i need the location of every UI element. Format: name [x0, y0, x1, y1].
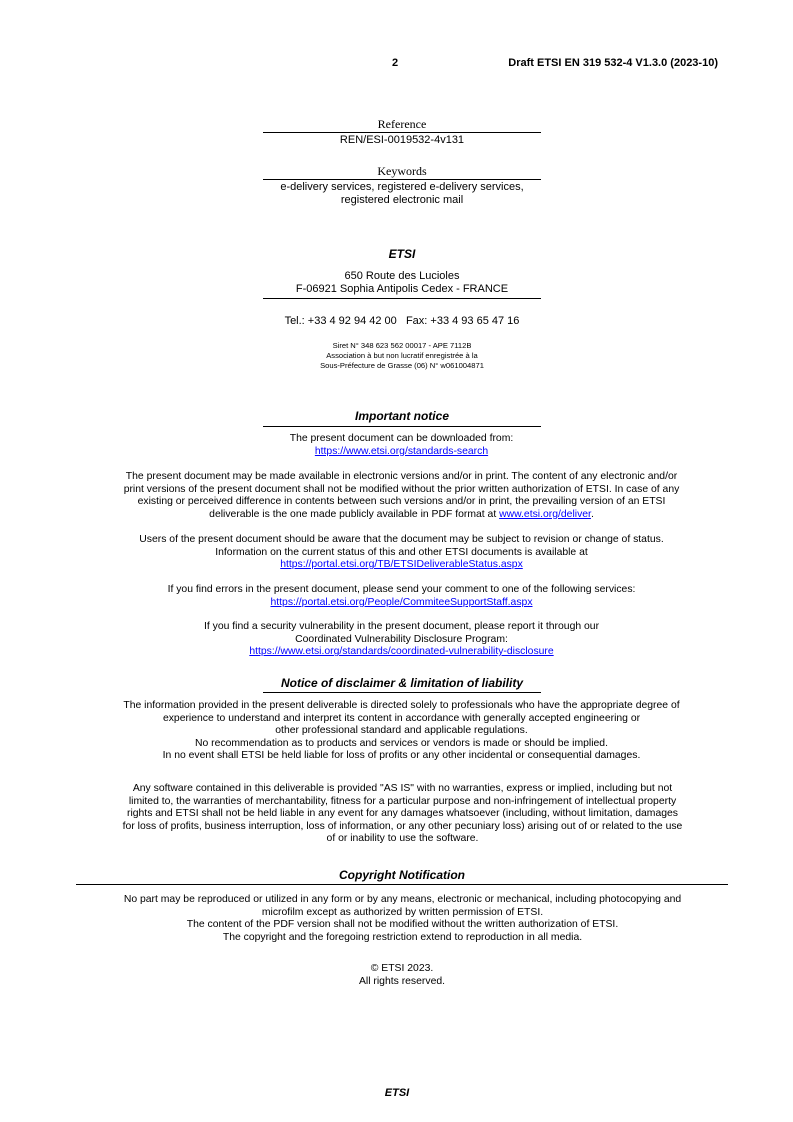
important-notice-heading: Important notice — [354, 409, 449, 423]
availability-line-4-text: deliverable is the one made publicly available in PDF format at — [209, 508, 500, 520]
disclaimer-rule — [263, 692, 541, 693]
copyright-paragraph — [70, 894, 735, 944]
vulnerability-line-1: If you find a security vulnerability in the present document, please report it through our — [203, 621, 600, 632]
software-line-2: limited to, the warranties of merchantability, fitness for a particular purpose and non-infringement of intellectual property — [128, 795, 677, 807]
errors-line-1: If you find errors in the present document, please send your comment to one of the following services: — [167, 584, 636, 595]
all-rights-reserved: All rights reserved. — [358, 975, 446, 987]
copyright-line-2: microfilm except as authorized by written permission of ETSI. — [261, 906, 544, 918]
software-line-1: Any software contained in this deliverable is provided "AS IS" with no warranties, express or implied, including but not — [132, 783, 673, 794]
copyright-line-1: No part may be reproduced or utilized in any form or by any means, electronic or mechanical, including photocopying and — [123, 894, 682, 905]
address-line-2: F-06921 Sophia Antipolis Cedex - FRANCE — [295, 283, 509, 295]
status-line-2: Information on the current status of this and other ETSI documents is available at — [215, 546, 588, 558]
copyright-line-4: The copyright and the foregoing restriction extend to reproduction in all media. — [222, 931, 583, 943]
availability-line-1: The present document may be made available in electronic versions and/or in print. The content of any electronic and/or — [125, 471, 678, 482]
disclaimer-line-1: The information provided in the present deliverable is directed solely to professionals who have the appropriate degree of — [123, 700, 680, 711]
org-address — [263, 270, 541, 296]
keywords-line-1: e-delivery services, registered e-delivery services, — [280, 181, 524, 193]
status-line-1: Users of the present document should be aware that the document may be subject to revision or change of status. — [139, 534, 664, 545]
status-paragraph — [70, 534, 733, 572]
standards-search-link[interactable]: https://www.etsi.org/standards-search — [314, 445, 489, 457]
copyright-year: © ETSI 2023. — [370, 963, 434, 974]
phone-fax: Tel.: +33 4 92 94 42 00 Fax: +33 4 93 65 47 16 — [284, 315, 520, 327]
availability-paragraph — [70, 471, 733, 521]
disclaimer-heading: Notice of disclaimer & limitation of liability — [280, 676, 524, 690]
disclaimer-paragraph-2 — [70, 783, 735, 846]
reference-label: Reference — [377, 117, 427, 131]
association-line-2: Sous-Préfecture de Grasse (06) N° w061004871 — [320, 361, 484, 370]
copyright-notice — [263, 963, 541, 988]
siret: Siret N° 348 623 562 00017 - APE 7112B — [332, 341, 472, 350]
disclaimer-paragraph-1 — [70, 700, 733, 763]
disclaimer-line-5: In no event shall ETSI be held liable for loss of profits or any other incidental or consequential damages. — [162, 750, 641, 762]
reference-rule — [263, 132, 541, 133]
download-text: The present document can be downloaded from: — [289, 433, 514, 444]
important-notice-rule — [263, 426, 541, 427]
disclaimer-line-4: No recommendation as to products and services or vendors is made or should be implied. — [195, 737, 608, 749]
keywords-value — [255, 181, 549, 207]
vulnerability-line-2: Coordinated Vulnerability Disclosure Program: — [295, 633, 508, 645]
support-staff-link[interactable]: https://portal.etsi.org/People/CommiteeSupportStaff.aspx — [270, 596, 533, 608]
software-line-4: for loss of profits, business interruption, loss of information, or any other pecuniary loss) arising out of or related to the use — [122, 820, 683, 832]
copyright-rule — [76, 884, 728, 885]
keywords-label: Keywords — [377, 164, 427, 178]
errors-paragraph — [70, 584, 733, 609]
org-name: ETSI — [388, 247, 416, 261]
availability-line-2: print versions of the present document shall not be modified without the prior written authorization of ETSI. In case of any — [123, 483, 680, 495]
download-info — [70, 433, 733, 458]
footer-etsi: ETSI — [384, 1087, 410, 1099]
association-line-1: Association à but non lucratif enregistrée à la — [326, 351, 478, 360]
availability-line-4 — [70, 509, 733, 522]
address-line-1: 650 Route des Lucioles — [344, 270, 460, 282]
document-title: Draft ETSI EN 319 532-4 V1.3.0 (2023-10) — [508, 57, 718, 69]
software-line-3: rights and ETSI shall not be held liable in any event for any damages whatsoever (including, without limitation, damages — [126, 808, 678, 820]
reference-section — [263, 117, 541, 131]
reference-value: REN/ESI-0019532-4v131 — [339, 134, 465, 146]
org-registration — [263, 341, 541, 371]
copyright-line-3: The content of the PDF version shall not be modified without the written authorization of ETSI. — [186, 919, 619, 931]
availability-line-3: existing or perceived difference in contents between such versions and/or in print, the prevailing version of an ETSI — [137, 496, 666, 508]
disclaimer-line-2: experience to understand and interpret its content in accordance with generally accepted engineering or — [162, 712, 641, 724]
copyright-heading: Copyright Notification — [339, 868, 465, 882]
disclaimer-line-3: other professional standard and applicable regulations. — [275, 725, 528, 737]
deliverable-status-link[interactable]: https://portal.etsi.org/TB/ETSIDeliverableStatus.aspx — [280, 559, 523, 571]
vulnerability-disclosure-link[interactable]: https://www.etsi.org/standards/coordinated-vulnerability-disclosure — [249, 646, 554, 658]
keywords-line-2: registered electronic mail — [340, 194, 464, 206]
address-rule — [263, 298, 541, 299]
vulnerability-paragraph — [70, 621, 733, 659]
deliver-link[interactable]: www.etsi.org/deliver — [499, 508, 591, 520]
software-line-5: of or inability to use the software. — [326, 833, 479, 845]
keywords-rule — [263, 179, 541, 180]
period: . — [590, 508, 594, 520]
page-number: 2 — [392, 57, 399, 69]
